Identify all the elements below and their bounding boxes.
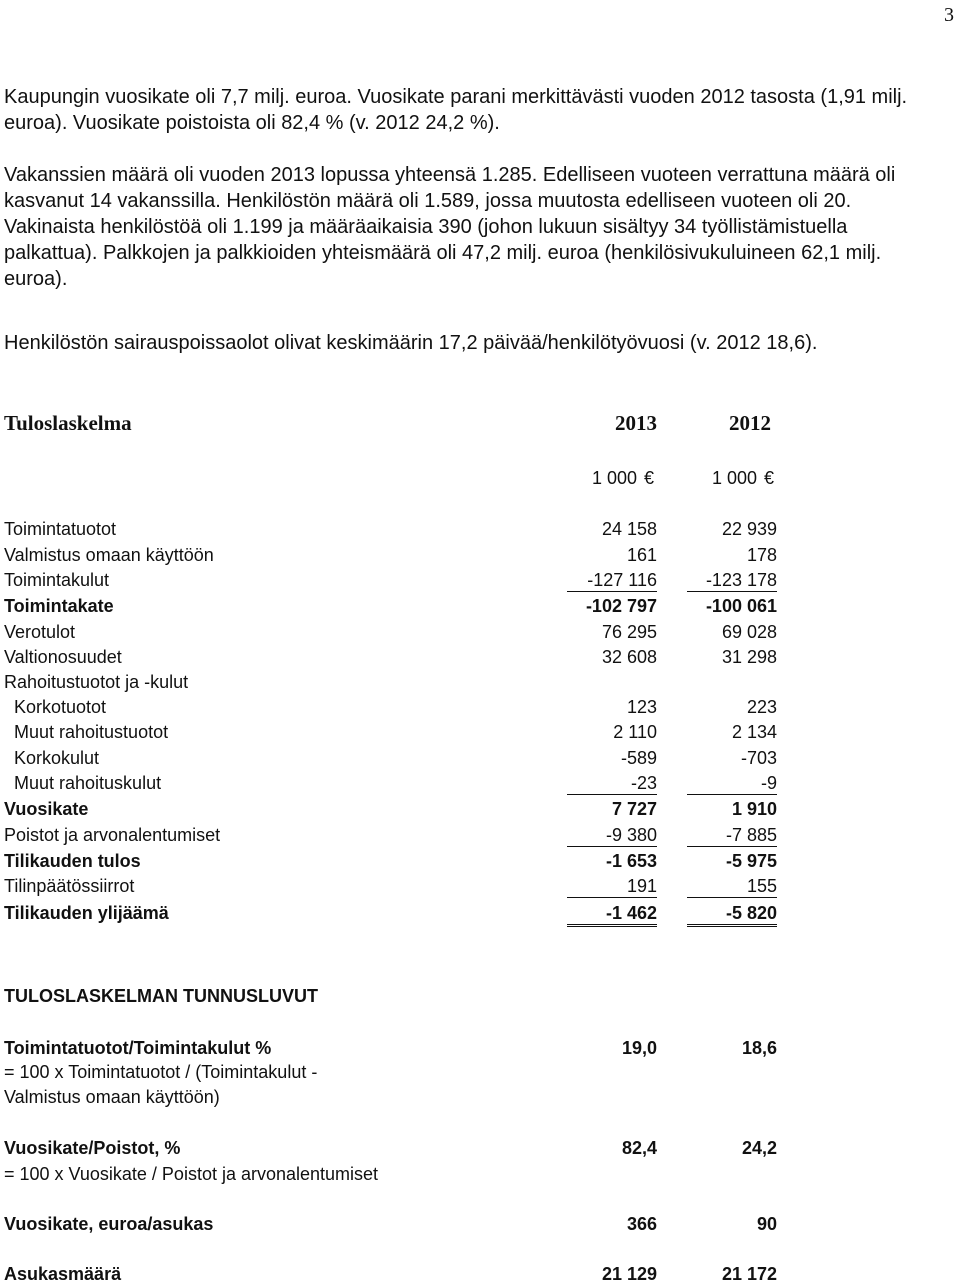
row-label: Toimintatuotot [4,519,117,539]
row-rahoitustuotot-ja-kulut [0,672,960,696]
row-label: Tilikauden ylijäämä [4,903,169,923]
paragraph-vuosikate: Kaupungin vuosikate oli 7,7 milj. euroa. Vuosikate parani merkittävästi vuoden 2012 tasosta (1,91 milj. euroa). Vuosikate poistoista oli 82,4 % (v. 2012 24,2 %). [4,86,908,134]
euro-sign: € [643,468,654,488]
row-label: Tilinpäätössiirrot [4,876,135,896]
paragraph-henkilosto: Vakanssien määrä oli vuoden 2013 lopussa yhteensä 1.285. Edelliseen vuoteen verrattuna määrä oli kasvanut 14 vakanssilla. Henkilöstön määrä oli 1.589, jossa muutosta edelliseen vuoteen oli 20. Vakinaista henkilöstöä oli 1.199 ja määräaikaisia 390 (johon lukuun sisältyy 34 työllistämistuella palkattua). Palkkojen ja palkkioiden yhteismäärä oli 47,2 milj. euroa (henkilösivukuluineen 62,1 milj. euroa). [4,164,896,290]
page-number: 3 [944,4,954,26]
value-2012: -703 [740,748,777,768]
value-2012: 22 939 [721,519,777,539]
row-label: Korkokulut [14,748,100,768]
key-figures-title: TULOSLASKELMAN TUNNUSLUVUT [4,986,318,1006]
value-2013: -1 653 [605,851,657,871]
row-poistot [0,825,960,849]
kpi-vuosikate-poistot-2013: 82,4 [621,1138,657,1158]
value-2013: 2 110 [613,722,657,742]
row-label: Korkotuotot [14,697,107,717]
value-2012: 31 298 [721,647,777,667]
row-muut-rahoitustuotot [0,722,960,746]
value-2012: -5 975 [725,851,777,871]
row-label: Tilikauden tulos [4,851,141,871]
kpi-toimintatuotot-2013: 19,0 [621,1038,657,1058]
value-2012: 223 [746,697,777,717]
row-muut-rahoituskulut [0,773,960,797]
row-label: Muut rahoitustuotot [14,722,169,742]
row-toimintakate [0,596,960,620]
value-2013: 7 727 [611,799,657,819]
row-label: Valtionosuudet [4,647,122,667]
row-label: Rahoitustuotot ja -kulut [4,672,189,692]
kpi-toimintatuotot-2012: 18,6 [741,1038,777,1058]
value-2012: 155 [687,876,777,898]
row-tilikauden-tulos [0,851,960,875]
value-2013: -127 116 [567,570,657,592]
kpi-vuosikate-poistot-formula: = 100 x Vuosikate / Poistot ja arvonalentumiset [4,1164,379,1184]
row-valmistus [0,545,960,569]
value-2013: 24 158 [601,519,657,539]
value-2013: -589 [620,748,657,768]
row-verotulot [0,622,960,646]
value-2013: -23 [567,773,657,795]
row-korkotuotot [0,697,960,721]
value-2012: -123 178 [687,570,777,592]
row-label: Vuosikate [4,799,89,819]
kpi-toimintatuotot-label: Toimintatuotot/Toimintakulut % [4,1038,272,1058]
row-label: Toimintakate [4,596,114,616]
value-2013: -102 797 [585,596,657,616]
unit-2013: 1 000 € [591,468,654,488]
row-label: Muut rahoituskulut [14,773,162,793]
value-2013: -1 462 [567,903,657,927]
value-2012: 178 [746,545,777,565]
kpi-vuosikate-poistot-label: Vuosikate/Poistot, % [4,1138,181,1158]
formula-line: = 100 x Toimintatuotot / (Toimintakulut - [4,1062,318,1082]
value-2013: 161 [626,545,657,565]
row-valtionosuudet [0,647,960,671]
year-2013-header: 2013 [615,411,657,435]
kpi-asukasmaara-2012: 21 172 [721,1264,777,1284]
row-toimintatuotot [0,519,960,543]
row-label: Verotulot [4,622,76,642]
row-vuosikate [0,799,960,823]
row-label: Toimintakulut [4,570,110,590]
formula-line: Valmistus omaan käyttöön) [4,1087,220,1107]
row-toimintakulut [0,570,960,594]
row-label: Valmistus omaan käyttöön [4,545,214,565]
value-2012: 2 134 [731,722,777,742]
euro-sign: € [763,468,774,488]
value-2012: -100 061 [705,596,777,616]
value-2013: 32 608 [601,647,657,667]
paragraph-sairauspoissaolot: Henkilöstön sairauspoissaolot olivat keskimäärin 17,2 päivää/henkilötyövuosi (v. 2012 18,6). [4,332,818,354]
value-2012: 1 910 [731,799,777,819]
income-statement-title: Tuloslaskelma [4,411,132,435]
kpi-asukasmaara-2013: 21 129 [601,1264,657,1284]
year-2012-header: 2012 [729,411,771,435]
unit-2012: 1 000 € [711,468,774,488]
kpi-vuosikate-asukas-2013: 366 [626,1214,657,1234]
kpi-vuosikate-asukas-2012: 90 [756,1214,777,1234]
value-2012: -5 820 [687,903,777,927]
kpi-vuosikate-asukas-label: Vuosikate, euroa/asukas [4,1214,214,1234]
row-tilikauden-ylijaama [0,903,960,927]
row-korkokulut [0,748,960,772]
kpi-toimintatuotot-formula [4,1060,317,1110]
kpi-asukasmaara-label: Asukasmäärä [4,1264,122,1284]
row-label: Poistot ja arvonalentumiset [4,825,221,845]
value-2012: -9 [687,773,777,795]
value-2013: 123 [626,697,657,717]
value-2013: 191 [567,876,657,898]
value-2013: -9 380 [567,825,657,847]
value-2012: -7 885 [687,825,777,847]
row-tilinpaatossiirrot [0,876,960,900]
value-2012: 69 028 [721,622,777,642]
kpi-vuosikate-poistot-2012: 24,2 [741,1138,777,1158]
value-2013: 76 295 [601,622,657,642]
